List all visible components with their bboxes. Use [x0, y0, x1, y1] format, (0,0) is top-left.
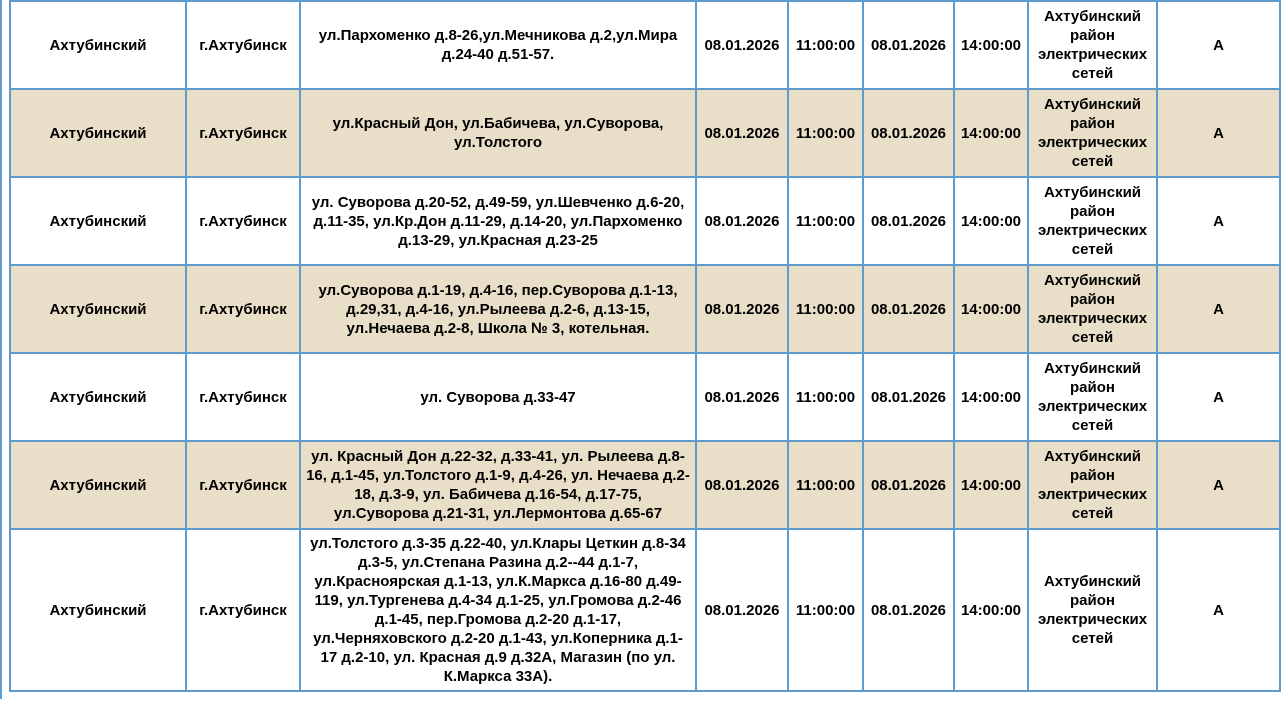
organization-cell: Ахтубинский район электрических сетей [1028, 353, 1157, 441]
end-date-cell: 08.01.2026 [863, 265, 954, 353]
city-cell: г.Ахтубинск [186, 89, 300, 177]
addresses-cell: ул. Суворова д.33-47 [300, 353, 696, 441]
addresses-cell: ул. Суворова д.20-52, д.49-59, ул.Шевченко д.6-20, д.11-35, ул.Кр.Дон д.11-29, д.14-20, ул.Пархоменко д.13-29, ул.Красная д.23-25 [300, 177, 696, 265]
organization-cell: Ахтубинский район электрических сетей [1028, 529, 1157, 691]
district-cell: Ахтубинский [10, 441, 186, 529]
end-time-cell: 14:00:00 [954, 89, 1028, 177]
city-cell: г.Ахтубинск [186, 265, 300, 353]
table-row [10, 353, 1280, 441]
end-date-cell: 08.01.2026 [863, 529, 954, 691]
end-time-cell: 14:00:00 [954, 1, 1028, 89]
district-cell: Ахтубинский [10, 177, 186, 265]
start-date-cell: 08.01.2026 [696, 1, 788, 89]
city-cell: г.Ахтубинск [186, 1, 300, 89]
start-date-cell: 08.01.2026 [696, 177, 788, 265]
start-time-cell: 11:00:00 [788, 89, 863, 177]
end-date-cell: 08.01.2026 [863, 441, 954, 529]
table-row [10, 1, 1280, 89]
table-row [10, 529, 1280, 691]
start-time-cell: 11:00:00 [788, 177, 863, 265]
start-date-cell: 08.01.2026 [696, 353, 788, 441]
end-time-cell: 14:00:00 [954, 177, 1028, 265]
start-time-cell: 11:00:00 [788, 441, 863, 529]
cropped-left-column-border [0, 0, 2, 699]
end-time-cell: 14:00:00 [954, 353, 1028, 441]
table-row [10, 265, 1280, 353]
start-date-cell: 08.01.2026 [696, 265, 788, 353]
addresses-cell: ул.Пархоменко д.8-26,ул.Мечникова д.2,ул.Мира д.24-40 д.51-57. [300, 1, 696, 89]
table-row [10, 177, 1280, 265]
start-date-cell: 08.01.2026 [696, 89, 788, 177]
organization-cell: Ахтубинский район электрических сетей [1028, 89, 1157, 177]
city-cell: г.Ахтубинск [186, 353, 300, 441]
end-date-cell: 08.01.2026 [863, 177, 954, 265]
city-cell: г.Ахтубинск [186, 441, 300, 529]
district-cell: Ахтубинский [10, 1, 186, 89]
cropped-next-column-cell: А [1157, 441, 1280, 529]
addresses-cell: ул.Суворова д.1-19, д.4-16, пер.Суворова д.1-13, д.29,31, д.4-16, ул.Рылеева д.2-6, д.13-15, ул.Нечаева д.2-8, Школа № 3, котельная. [300, 265, 696, 353]
start-time-cell: 11:00:00 [788, 265, 863, 353]
addresses-cell: ул.Красный Дон, ул.Бабичева, ул.Суворова, ул.Толстого [300, 89, 696, 177]
end-date-cell: 08.01.2026 [863, 1, 954, 89]
district-cell: Ахтубинский [10, 265, 186, 353]
end-time-cell: 14:00:00 [954, 441, 1028, 529]
district-cell: Ахтубинский [10, 89, 186, 177]
start-time-cell: 11:00:00 [788, 353, 863, 441]
start-date-cell: 08.01.2026 [696, 441, 788, 529]
city-cell: г.Ахтубинск [186, 177, 300, 265]
cropped-next-column-cell: А [1157, 1, 1280, 89]
start-time-cell: 11:00:00 [788, 1, 863, 89]
addresses-cell: ул.Толстого д.3-35 д.22-40, ул.Клары Цеткин д.8-34 д.3-5, ул.Степана Разина д.2--44 д.1-7, ул.Красноярская д.1-13, ул.К.Маркса д.16-80 д.49-119, ул.Тургенева д.4-34 д.1-25, ул.Громова д.2-46 д.1-45, пер.Громова д.2-20 д.1-17, ул.Черняховского д.2-20 д.1-43, ул.Коперника д.1-17 д.2-10, ул. Красная д.9 д.32А, Магазин (по ул. К.Маркса 33А). [300, 529, 696, 691]
table-row [10, 89, 1280, 177]
organization-cell: Ахтубинский район электрических сетей [1028, 177, 1157, 265]
organization-cell: Ахтубинский район электрических сетей [1028, 441, 1157, 529]
cropped-next-column-cell: А [1157, 353, 1280, 441]
table-row [10, 441, 1280, 529]
end-time-cell: 14:00:00 [954, 529, 1028, 691]
cropped-next-column-cell: А [1157, 177, 1280, 265]
end-time-cell: 14:00:00 [954, 265, 1028, 353]
district-cell: Ахтубинский [10, 529, 186, 691]
end-date-cell: 08.01.2026 [863, 353, 954, 441]
city-cell: г.Ахтубинск [186, 529, 300, 691]
organization-cell: Ахтубинский район электрических сетей [1028, 265, 1157, 353]
addresses-cell: ул. Красный Дон д.22-32, д.33-41, ул. Рылеева д.8-16, д.1-45, ул.Толстого д.1-9, д.4-26, ул. Нечаева д.2-18, д.3-9, ул. Бабичева д.16-54, д.17-75, ул.Суворова д.21-31, ул.Лермонтова д.65-67 [300, 441, 696, 529]
end-date-cell: 08.01.2026 [863, 89, 954, 177]
organization-cell: Ахтубинский район электрических сетей [1028, 1, 1157, 89]
cropped-next-column-cell: А [1157, 89, 1280, 177]
cropped-next-column-cell: А [1157, 529, 1280, 691]
district-cell: Ахтубинский [10, 353, 186, 441]
cropped-next-column-cell: А [1157, 265, 1280, 353]
start-time-cell: 11:00:00 [788, 529, 863, 691]
start-date-cell: 08.01.2026 [696, 529, 788, 691]
outage-schedule-table [9, 0, 1281, 692]
